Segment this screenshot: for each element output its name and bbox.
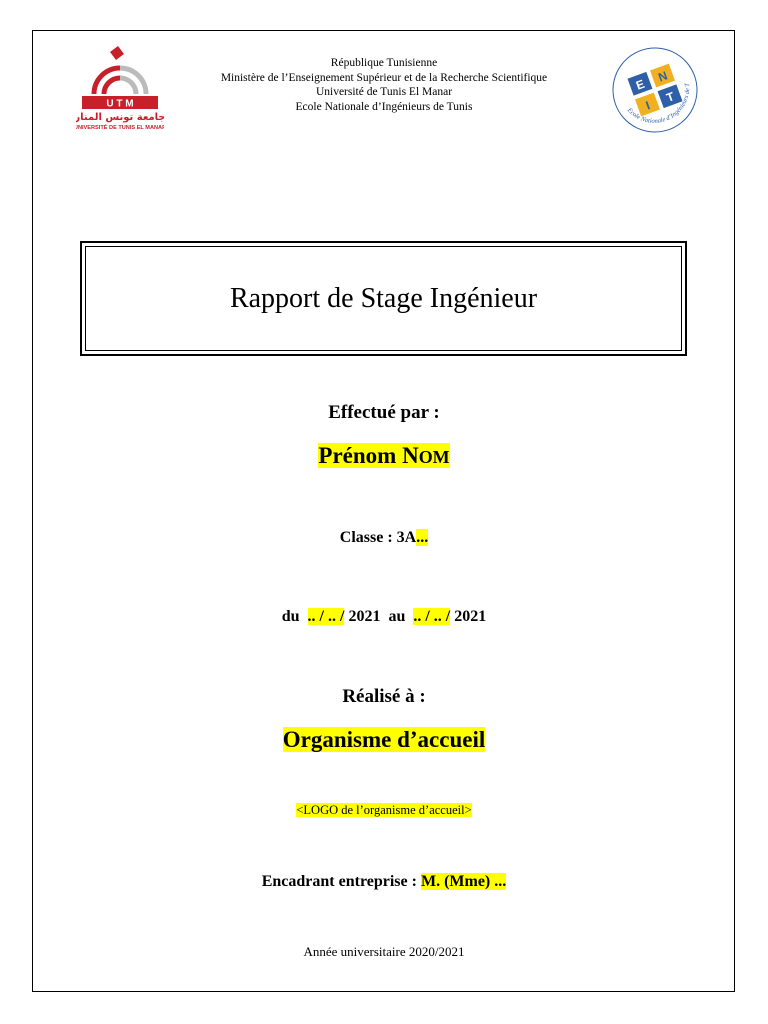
report-title: Rapport de Stage Ingénieur	[229, 282, 538, 314]
academic-year: Année universitaire 2020/2021	[303, 944, 465, 959]
svg-text:T: T	[664, 89, 677, 106]
au-year: 2021	[454, 608, 487, 625]
encadrant-label: Encadrant entreprise :	[261, 873, 417, 890]
classe-value: ...	[416, 529, 429, 546]
student-nom-rest: OM	[418, 447, 450, 467]
classe-label: Classe : 3A	[339, 529, 417, 546]
utm-logo-text: U T M	[106, 98, 134, 110]
effectue-label: Effectué par :	[328, 402, 440, 423]
logo-placeholder-line	[0, 803, 768, 818]
realise-label: Réalisé à :	[342, 686, 426, 707]
encadrant-value: M. (Mme) ...	[420, 873, 507, 890]
student-name-highlight	[318, 443, 449, 468]
utm-logo-subtitle: UNIVERSITÉ DE TUNIS EL MANAR	[76, 125, 164, 131]
au-placeholder: .. / .. /	[413, 608, 451, 625]
organisme-name: Organisme d’accueil	[282, 727, 486, 752]
svg-text:Ecole Nationale d’Ingénieurs d: Ecole Nationale d’Ingénieurs de Tunis	[625, 83, 692, 125]
header-line-republique: République Tunisienne	[330, 57, 438, 69]
encadrant-line	[0, 873, 768, 891]
du-year: 2021	[348, 608, 381, 625]
institution-header	[0, 56, 768, 114]
classe-line	[0, 529, 768, 547]
student-nom-initial: N	[402, 443, 419, 468]
dates-line	[0, 608, 768, 626]
du-label: du	[281, 608, 300, 625]
utm-logo-arabic: جامعة تونس المنار	[76, 112, 164, 123]
header-line-universite: Université de Tunis El Manar	[315, 86, 453, 98]
header-line-ministere: Ministère de l’Enseignement Supérieur et de la Recherche Scientifique	[220, 71, 548, 84]
organisme-line	[0, 727, 768, 753]
svg-text:E: E	[634, 76, 647, 93]
svg-text:I: I	[643, 98, 652, 113]
au-label: au	[388, 608, 406, 625]
student-prenom: Prénom	[318, 443, 397, 468]
logo-placeholder: <LOGO de l’organisme d’accueil>	[296, 803, 472, 817]
du-placeholder: .. / .. /	[307, 608, 345, 625]
header-line-ecole: Ecole Nationale d’Ingénieurs de Tunis	[295, 100, 473, 113]
student-name	[0, 443, 768, 469]
page-border	[32, 30, 735, 992]
title-box-inner	[85, 246, 682, 351]
title-box	[80, 241, 687, 356]
svg-text:N: N	[656, 68, 670, 85]
